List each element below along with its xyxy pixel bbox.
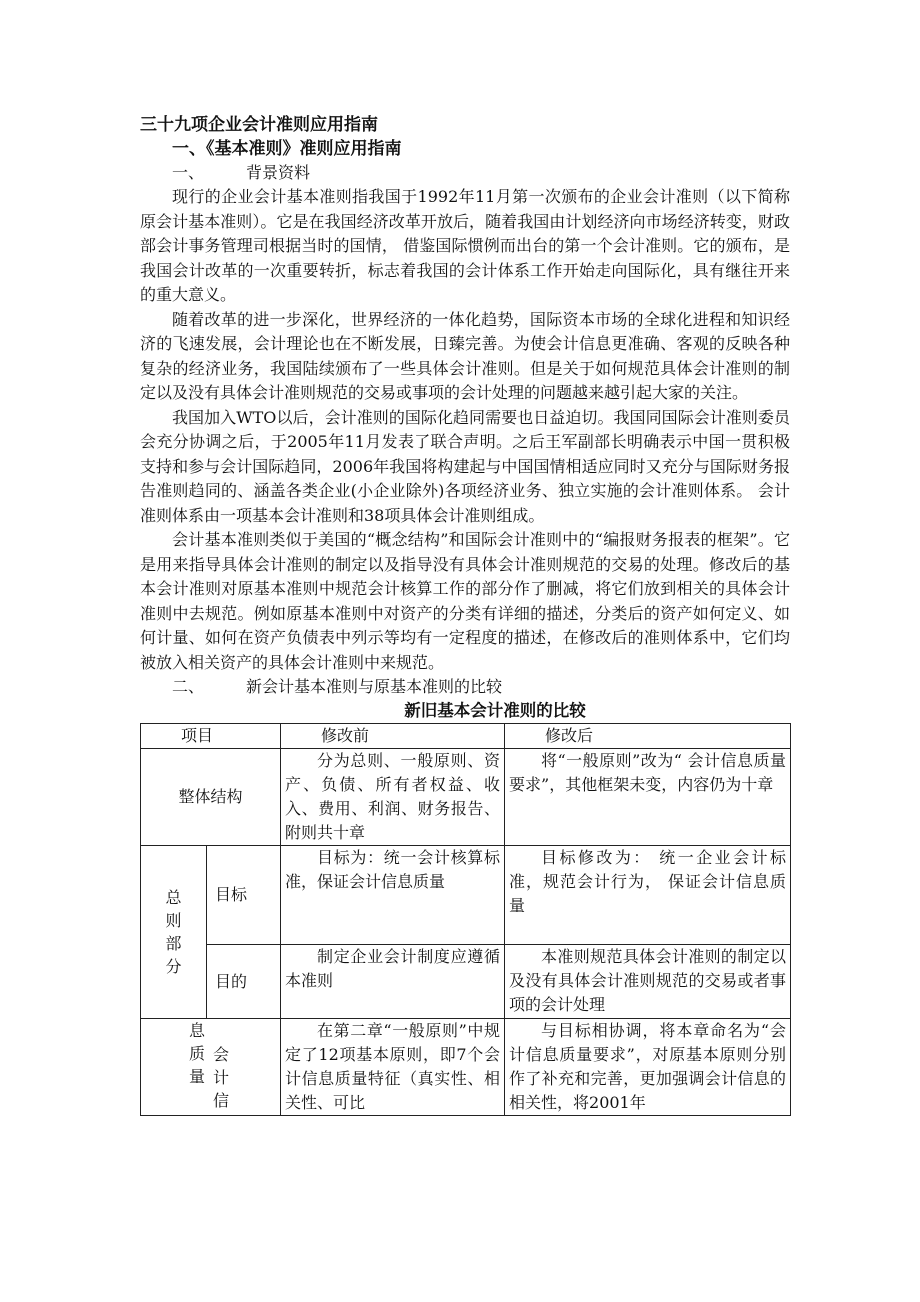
header-item: 项目 <box>141 724 281 749</box>
section-heading-2 <box>172 675 790 699</box>
paragraph: 随着改革的进一步深化，世界经济的一体化趋势，国际资本市场的全球化进程和知识经济的飞速发展，会计理论也在不断发展，日臻完善。为使会计信息更准确、客观的反映各种复杂的经济业务，我国陆续颁布了一些具体会计准则。但是关于如何规范具体会计准则的制定以及没有具体会计准则规范的交易或事项的会计处理的问题越来越引起大家的关注。 <box>140 309 790 402</box>
header-before: 修改前 <box>281 724 505 749</box>
document-title: 三十九项企业会计准则应用指南 <box>140 115 378 135</box>
vertical-col-2 <box>209 1019 233 1112</box>
vertical-char: 会 <box>212 1045 229 1064</box>
table-title: 新旧基本会计准则的比较 <box>404 701 586 720</box>
cell-after: 本准则规范具体会计准则的制定以及没有具体会计准则规范的交易或者事项的会计处理 <box>505 945 791 1019</box>
cell-after: 目标修改为： 统一企业会计标准，规范会计行为， 保证会计信息质量 <box>505 846 791 945</box>
document-subtitle: 一、《基本准则》准则应用指南 <box>172 139 402 159</box>
row-label-quality <box>141 1019 281 1116</box>
cell-before: 分为总则、一般原则、资产、负债、所有者权益、收入、费用、利润、财务报告、附则共十章 <box>281 749 505 846</box>
vertical-char: 信 <box>212 1091 229 1110</box>
section-number: 二、 <box>172 677 205 696</box>
table-row-goal <box>141 846 791 945</box>
section-number: 一、 <box>172 163 205 182</box>
cell-after: 与目标相协调，将本章命名为“会计信息质量要求”，对原基本原则分别作了补充和完善，更加强调会计信息的相关性，将2001年 <box>505 1019 791 1116</box>
vertical-char: 则 <box>165 911 182 930</box>
cell-before: 目标为：统一会计核算标准，保证会计信息质量 <box>281 846 505 945</box>
table-row-structure <box>141 749 791 846</box>
vertical-char: 分 <box>165 957 182 976</box>
comparison-table <box>140 723 791 1116</box>
cell-after: 将“一般原则”改为“ 会计信息质量要求”，其他框架未变，内容仍为十章 <box>505 749 791 846</box>
vertical-char: 总 <box>165 888 182 907</box>
table-row-quality <box>141 1019 791 1116</box>
section-label: 背景资料 <box>246 163 311 182</box>
paragraph: 现行的企业会计基本准则指我国于1992年11月第一次颁布的企业会计准则（以下简称原会计基本准则）。它是在我国经济改革开放后，随着我国由计划经济向市场经济转变，财政部会计事务管理司根据当时的国情， 借鉴国际惯例而出台的第一个会计准则。它的颁布，是我国会计改革的一次重要转折，标志着我国的会计体系工作开始走向国际化，具有继往开来的重大意义。 <box>140 187 790 304</box>
vertical-col-1 <box>185 1019 209 1112</box>
cell-before: 在第二章“一般原则”中规定了12项基本原则，即7个会计信息质量特征（真实性、相关性、可比 <box>281 1019 505 1116</box>
group-label-general <box>141 846 207 1019</box>
vertical-char: 计 <box>212 1068 229 1087</box>
vertical-char: 息 <box>188 1021 205 1040</box>
table-header-row <box>141 724 791 749</box>
cell-before: 制定企业会计制度应遵循本准则 <box>281 945 505 1019</box>
section-label: 新会计基本准则与原基本准则的比较 <box>246 677 503 696</box>
section-heading-1 <box>172 161 790 185</box>
vertical-label <box>141 1019 280 1112</box>
paragraph: 我国加入WTO以后，会计准则的国际化趋同需要也日益迫切。我国同国际会计准则委员会充分协调之后，于2005年11月发表了联合声明。之后王军副部长明确表示中国一贯积极支持和参与会计国际趋同，2006年我国将构建起与中国国情相适应同时又充分与国际财务报告准则趋同的、涵盖各类企业(小企业除外)各项经济业务、独立实施的会计准则体系。 会计准则体系由一项基本会计准则和38项具体会计准则组成。 <box>140 407 790 525</box>
vertical-char: 质 <box>188 1044 205 1063</box>
header-after: 修改后 <box>505 724 791 749</box>
vertical-label <box>162 886 186 978</box>
row-label-goal: 目标 <box>207 846 281 945</box>
row-label-structure: 整体结构 <box>141 749 281 846</box>
table-row-purpose <box>141 945 791 1019</box>
row-label-purpose: 目的 <box>207 945 281 1019</box>
vertical-char: 量 <box>188 1067 205 1086</box>
document-page <box>140 113 790 1116</box>
vertical-char: 部 <box>165 934 182 953</box>
paragraph: 会计基本准则类似于美国的“概念结构”和国际会计准则中的“编报财务报表的框架”。它是用来指导具体会计准则的制定以及指导没有具体会计准则规范的交易的处理。修改后的基本会计准则对原基本准则中规范会计核算工作的部分作了删减，将它们放到相关的具体会计准则中去规范。例如原基本准则中对资产的分类有详细的描述，分类后的资产如何定义、如何计量、如何在资产负债表中列示等均有一定程度的描述，在修改后的准则体系中，它们均被放入相关资产的具体会计准则中来规范。 <box>140 530 790 672</box>
